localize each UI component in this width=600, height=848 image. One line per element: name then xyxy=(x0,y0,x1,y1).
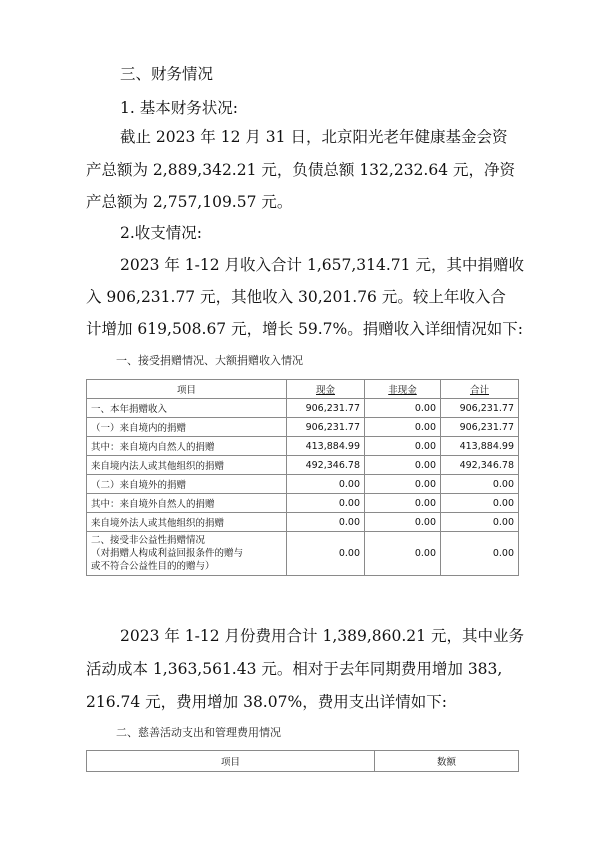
para1-line3: 产总额为 2,757,109.57 元。 xyxy=(86,193,293,211)
row-noncash: 0.00 xyxy=(365,456,441,475)
subsection-income-expense: 2.收支情况: xyxy=(120,224,203,242)
row-cash: 906,231.77 xyxy=(287,418,365,437)
row-noncash: 0.00 xyxy=(365,437,441,456)
table-row xyxy=(87,494,519,513)
subsection-basic-financial: 1. 基本财务状况: xyxy=(120,99,238,117)
row-item: 一、本年捐赠收入 xyxy=(87,399,287,418)
table-row xyxy=(87,475,519,494)
row-item-line: （对捐赠人构成利益回报条件的赠与 xyxy=(91,548,244,559)
para1-line2: 产总额为 2,889,342.21 元，负债总额 132,232.64 元，净资 xyxy=(86,161,515,179)
table-header-row xyxy=(87,751,519,772)
row-total: 0.00 xyxy=(441,532,519,576)
row-item: 其中：来自境内自然人的捐赠 xyxy=(87,437,287,456)
row-item: 来自境内法人或其他组织的捐赠 xyxy=(87,456,287,475)
col-item-header: 项目 xyxy=(87,380,287,399)
row-total: 413,884.99 xyxy=(441,437,519,456)
expense-table xyxy=(86,750,519,772)
row-cash: 906,231.77 xyxy=(287,399,365,418)
row-cash: 0.00 xyxy=(287,513,365,532)
row-total: 0.00 xyxy=(441,494,519,513)
para1-line1: 截止 2023 年 12 月 31 日，北京阳光老年健康基金会资 xyxy=(120,128,508,146)
row-total: 0.00 xyxy=(441,475,519,494)
row-total: 492,346.78 xyxy=(441,456,519,475)
table-row-noncharitable xyxy=(87,532,519,576)
table-header-row xyxy=(87,380,519,399)
para3-line1: 2023 年 1-12 月份费用合计 1,389,860.21 元，其中业务 xyxy=(120,627,524,645)
row-noncash: 0.00 xyxy=(365,399,441,418)
row-item: 其中：来自境外自然人的捐赠 xyxy=(87,494,287,513)
row-total: 906,231.77 xyxy=(441,418,519,437)
row-total: 0.00 xyxy=(441,513,519,532)
table1-caption: 一、接受捐赠情况、大额捐赠收入情况 xyxy=(116,354,303,367)
row-item: 来自境外法人或其他组织的捐赠 xyxy=(87,513,287,532)
col-total-header: 合计 xyxy=(441,380,519,399)
row-cash: 413,884.99 xyxy=(287,437,365,456)
row-cash: 0.00 xyxy=(287,475,365,494)
para2-line1: 2023 年 1-12 月收入合计 1,657,314.71 元，其中捐赠收 xyxy=(120,256,524,274)
table2-caption: 二、慈善活动支出和管理费用情况 xyxy=(116,726,281,739)
table-row xyxy=(87,399,519,418)
row-noncash: 0.00 xyxy=(365,475,441,494)
row-item-multiline xyxy=(87,532,287,576)
para3-line3: 216.74 元，费用增加 38.07%，费用支出详情如下: xyxy=(86,693,447,711)
col-item-header: 项目 xyxy=(87,751,375,772)
table-row xyxy=(87,513,519,532)
donation-table xyxy=(86,379,519,576)
row-noncash: 0.00 xyxy=(365,532,441,576)
row-total: 906,231.77 xyxy=(441,399,519,418)
col-amount-header: 数额 xyxy=(375,751,519,772)
row-item: （一）来自境内的捐赠 xyxy=(87,418,287,437)
row-cash: 0.00 xyxy=(287,494,365,513)
row-noncash: 0.00 xyxy=(365,513,441,532)
section-heading: 三、财务情况 xyxy=(120,65,214,83)
para3-line2: 活动成本 1,363,561.43 元。相对于去年同期费用增加 383, xyxy=(86,660,503,678)
row-noncash: 0.00 xyxy=(365,494,441,513)
col-noncash-header: 非现金 xyxy=(365,380,441,399)
row-cash: 0.00 xyxy=(287,532,365,576)
row-item-line: 二、接受非公益性捐赠情况 xyxy=(91,535,206,546)
row-noncash: 0.00 xyxy=(365,418,441,437)
para2-line2: 入 906,231.77 元，其他收入 30,201.76 元。较上年收入合 xyxy=(86,288,506,306)
para2-line3: 计增加 619,508.67 元，增长 59.7%。捐赠收入详细情况如下: xyxy=(86,320,523,338)
table-row xyxy=(87,418,519,437)
table-row xyxy=(87,456,519,475)
row-cash: 492,346.78 xyxy=(287,456,365,475)
col-cash-header: 现金 xyxy=(287,380,365,399)
row-item-line: 或不符合公益性目的的赠与） xyxy=(91,561,215,572)
table-row xyxy=(87,437,519,456)
row-item: （二）来自境外的捐赠 xyxy=(87,475,287,494)
